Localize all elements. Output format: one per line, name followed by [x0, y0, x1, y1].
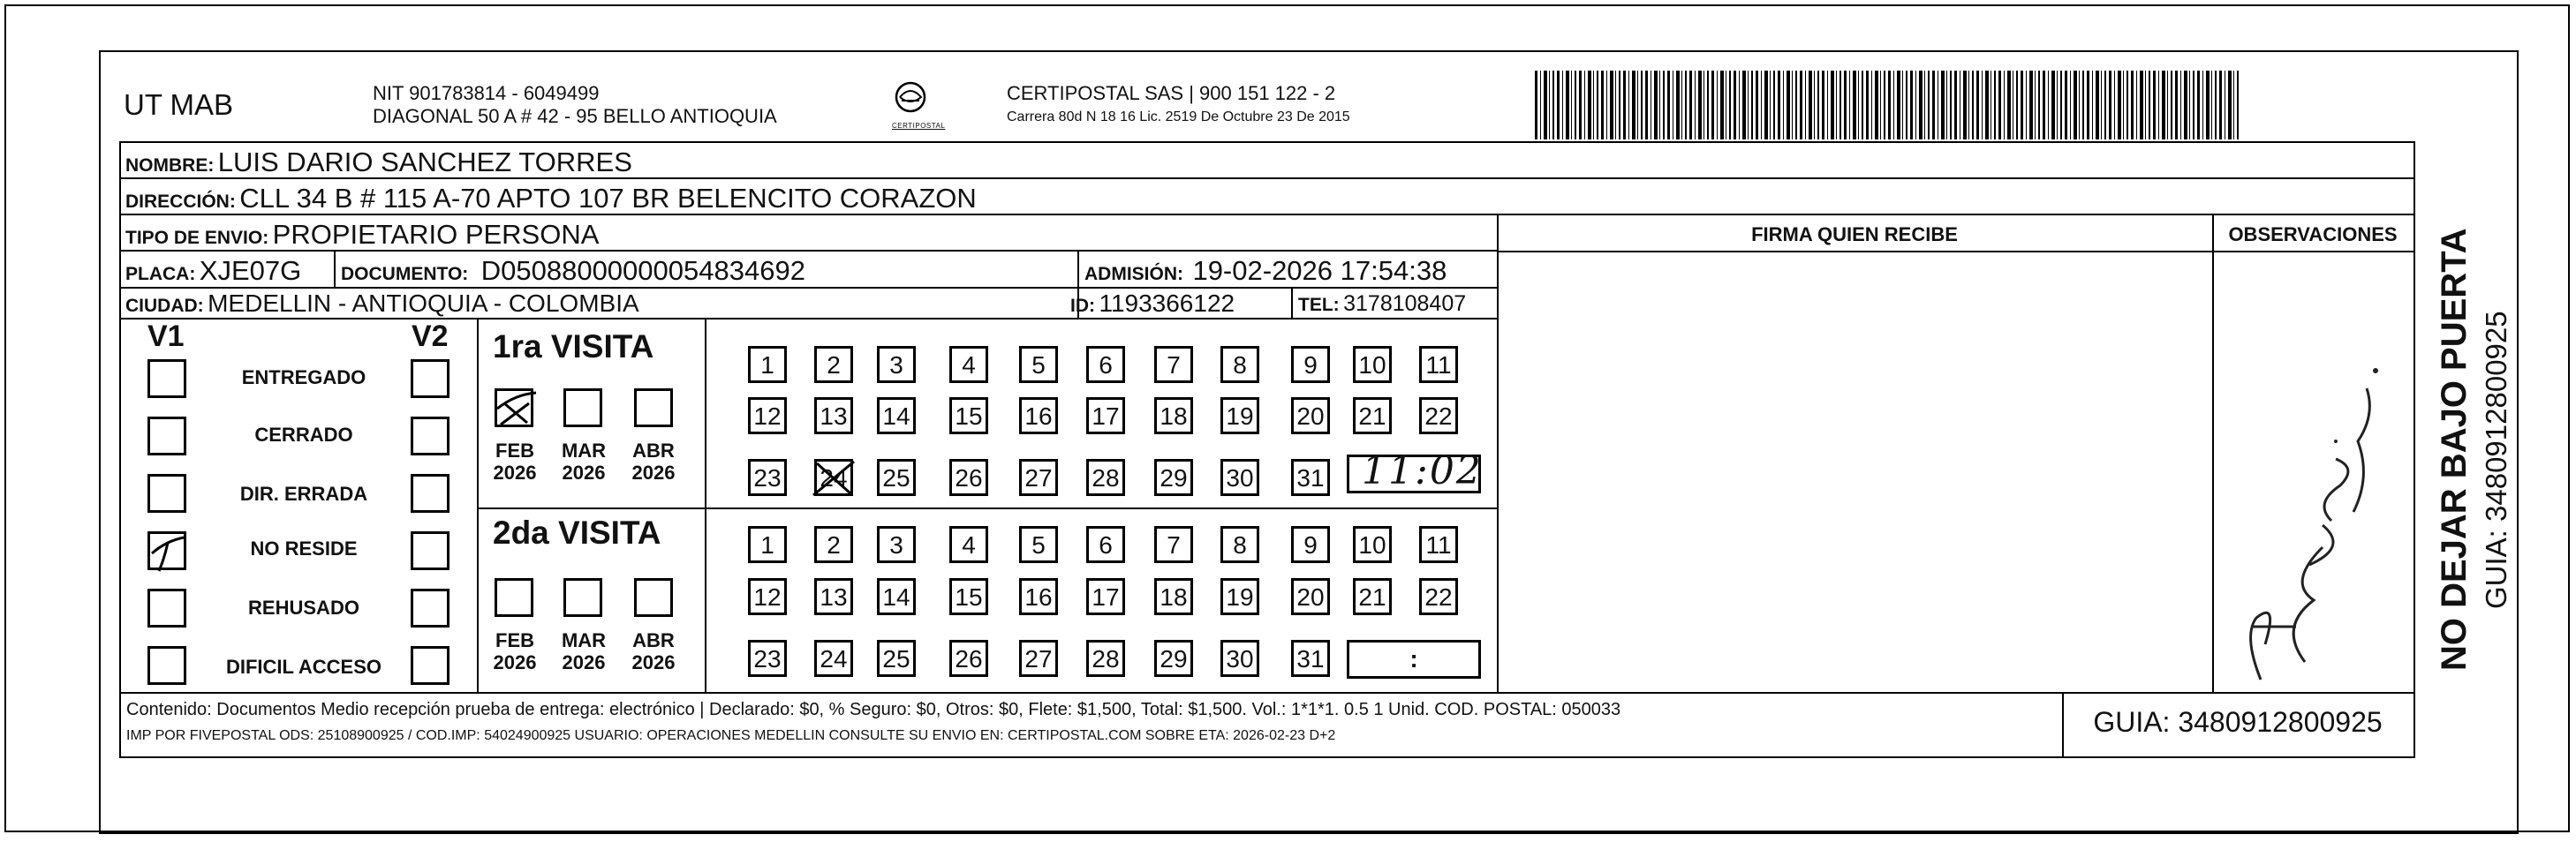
- v1-label: V1: [147, 320, 185, 353]
- first-visit-day-29[interactable]: [1154, 459, 1193, 496]
- first-visit-day-19[interactable]: [1220, 397, 1259, 434]
- logo-text: CERTIPOSTAL: [892, 122, 946, 130]
- first-visit-day-22[interactable]: [1419, 397, 1458, 434]
- first-visit-month-abr-checkbox[interactable]: [634, 388, 673, 427]
- day-number: 22: [1424, 583, 1453, 611]
- second-visit-day-4[interactable]: [949, 526, 988, 563]
- day-number: 17: [1092, 402, 1120, 430]
- first-visit-month-feb-checkbox[interactable]: [495, 388, 533, 427]
- day-number: 12: [753, 583, 782, 611]
- year-label: 2026: [562, 651, 606, 673]
- divider: [477, 507, 1497, 509]
- second-visit-day-27[interactable]: [1019, 640, 1058, 677]
- first-visit-day-18[interactable]: [1154, 397, 1193, 434]
- second-visit-day-9[interactable]: [1291, 526, 1330, 563]
- day-number: 15: [955, 583, 983, 611]
- direccion-label: DIRECCIÓN:: [125, 192, 236, 212]
- first-visit-day-28[interactable]: [1086, 459, 1125, 496]
- first-visit-day-13[interactable]: [814, 397, 853, 434]
- month-label: ABR: [632, 629, 675, 651]
- ciudad: MEDELLIN - ANTIOQUIA - COLOMBIA: [208, 289, 639, 317]
- first-visit-time-box[interactable]: [1347, 448, 1483, 493]
- second-visit-day-29[interactable]: [1154, 640, 1193, 677]
- day-number: 27: [1024, 645, 1053, 673]
- divider: [1497, 251, 2415, 252]
- second-visit-day-13[interactable]: [814, 578, 853, 615]
- day-number: 22: [1424, 402, 1453, 430]
- divider: [1291, 287, 1293, 318]
- check-mark-icon: [147, 529, 193, 575]
- side-guia: GUIA: 3480912800925: [2480, 311, 2512, 609]
- v1-no-reside-checkbox[interactable]: [147, 531, 186, 570]
- month-label: FEB: [495, 629, 534, 651]
- first-visit-day-25[interactable]: [877, 459, 916, 496]
- day-number: 19: [1226, 402, 1254, 430]
- month-label: MAR: [561, 629, 607, 651]
- company-name: UT MAB: [124, 88, 234, 121]
- footer-content: Contenido: Documentos Medio recepción prueba de entrega: electrónico | Declarado: $0, % Seguro: $0, Otros: $0, Flete: $1,500, Total: $1,500. Vol.: 1*1*1. 0.5 1 Unid. COD. POSTAL: 050033: [126, 700, 1621, 719]
- first-visit-day-17[interactable]: [1086, 397, 1125, 434]
- sender-address: DIAGONAL 50 A # 42 - 95 BELLO ANTIOQUIA: [373, 105, 777, 127]
- first-visit-day-12[interactable]: [748, 397, 787, 434]
- day-number: 30: [1226, 464, 1254, 492]
- day-number: 12: [753, 402, 782, 430]
- day-number: 10: [1358, 531, 1386, 559]
- day-number: 30: [1226, 645, 1254, 673]
- ciudad-label: CIUDAD:: [125, 296, 204, 316]
- documento-label: DOCUMENTO:: [341, 264, 469, 284]
- day-number: 29: [1160, 645, 1188, 673]
- day-number: 16: [1024, 402, 1053, 430]
- year-label: 2026: [562, 462, 606, 484]
- divider: [119, 756, 2415, 758]
- day-number: 7: [1167, 351, 1181, 379]
- divider: [119, 141, 121, 756]
- day-number: 18: [1160, 583, 1188, 611]
- day-number: 20: [1296, 402, 1325, 430]
- day-number: 6: [1099, 531, 1113, 559]
- documento: D05088000000054834692: [480, 255, 805, 286]
- day-number: 2: [827, 351, 841, 379]
- status-dificil-acceso: DIFICIL ACCESO: [225, 656, 381, 678]
- first-visit-day-1[interactable]: [748, 346, 787, 383]
- divider: [119, 692, 2415, 694]
- divider: [477, 318, 479, 692]
- first-visit-day-26[interactable]: [949, 459, 988, 496]
- second-visit-day-11[interactable]: [1419, 526, 1458, 563]
- divider: [334, 250, 336, 287]
- day-number: 7: [1167, 531, 1181, 559]
- status-dir-errada: DIR. ERRADA: [239, 483, 368, 505]
- second-visit-day-22[interactable]: [1419, 578, 1458, 615]
- v1-dificil-acceso-checkbox[interactable]: [147, 646, 186, 685]
- v1-entregado-checkbox[interactable]: [147, 359, 186, 398]
- day-number: 23: [753, 645, 782, 673]
- first-visit-day-8[interactable]: [1220, 346, 1259, 383]
- v2-no-reside-checkbox[interactable]: [411, 531, 449, 570]
- first-visit-day-30[interactable]: [1220, 459, 1259, 496]
- day-number: 5: [1031, 531, 1046, 559]
- v2-entregado-checkbox[interactable]: [411, 359, 449, 398]
- first-visit-day-14[interactable]: [877, 397, 916, 434]
- first-visit-day-21[interactable]: [1353, 397, 1392, 434]
- certipostal-logo: [886, 81, 935, 140]
- second-visit-day-6[interactable]: [1086, 526, 1125, 563]
- day-number: 6: [1099, 351, 1113, 379]
- day-number: 21: [1358, 402, 1386, 430]
- first-visit-time: 11:02: [1362, 448, 1483, 493]
- first-visit-day-4[interactable]: [949, 346, 988, 383]
- day-number: 31: [1296, 645, 1325, 673]
- v2-rehusado-checkbox[interactable]: [411, 589, 449, 628]
- carrier: CERTIPOSTAL SAS | 900 151 122 - 2: [1007, 82, 1336, 104]
- day-number: 4: [962, 351, 976, 379]
- first-visit-day-20[interactable]: [1291, 397, 1330, 434]
- placa-cell: [125, 255, 301, 287]
- second-visit-day-16[interactable]: [1019, 578, 1058, 615]
- second-visit-day-12[interactable]: [748, 578, 787, 615]
- first-visit-day-15[interactable]: [949, 397, 988, 434]
- second-visit-day-26[interactable]: [949, 640, 988, 677]
- year-label: 2026: [631, 462, 676, 484]
- month-mar: [557, 440, 610, 484]
- handwritten-signature: [2225, 335, 2402, 688]
- status-entregado: ENTREGADO: [241, 366, 366, 388]
- second-visit-month-feb-checkbox[interactable]: [495, 578, 533, 617]
- ciudad-row: [125, 289, 639, 318]
- day-number: 21: [1358, 583, 1386, 611]
- second-visit-month-abr-checkbox[interactable]: [634, 578, 673, 617]
- tel-label: TEL:: [1298, 295, 1340, 315]
- v1-rehusado-checkbox[interactable]: [147, 589, 186, 628]
- firma-header: FIRMA QUIEN RECIBE: [1751, 223, 1958, 245]
- day-number: 20: [1296, 583, 1325, 611]
- second-visit-day-28[interactable]: [1086, 640, 1125, 677]
- day-number: 10: [1358, 351, 1386, 379]
- month-feb: [488, 629, 541, 673]
- day-number: 28: [1092, 645, 1120, 673]
- side-warning: NO DEJAR BAJO PUERTA: [2435, 228, 2474, 671]
- admision-cell: [1084, 255, 1447, 287]
- tipo-envio: PROPIETARIO PERSONA: [272, 219, 600, 250]
- recipient-address: CLL 34 B # 115 A-70 APTO 107 BR BELENCITO CORAZON: [239, 183, 977, 214]
- v2-dir-errada-checkbox[interactable]: [411, 474, 449, 513]
- second-visit-time-box[interactable]: :: [1347, 640, 1481, 679]
- status-rehusado: REHUSADO: [248, 597, 359, 619]
- first-visit-title: 1ra VISITA: [493, 328, 654, 365]
- first-visit-day-5[interactable]: [1019, 346, 1058, 383]
- id-label: ID:: [1070, 296, 1095, 316]
- nit: NIT 901783814 - 6049499: [373, 82, 600, 104]
- second-visit-day-19[interactable]: [1220, 578, 1259, 615]
- placa: XJE07G: [199, 255, 302, 286]
- month-mar: [557, 629, 610, 673]
- divider: [119, 287, 1497, 289]
- first-visit-month-mar-checkbox[interactable]: [563, 388, 602, 427]
- month-label: ABR: [632, 440, 675, 462]
- second-visit-day-8[interactable]: [1220, 526, 1259, 563]
- divider: [2212, 214, 2214, 692]
- day-number: 25: [882, 645, 910, 673]
- divider: [119, 318, 1497, 320]
- day-number: 18: [1160, 402, 1188, 430]
- day-number: 11: [1425, 351, 1452, 379]
- day-number: 16: [1024, 583, 1053, 611]
- second-visit-day-31[interactable]: [1291, 640, 1330, 677]
- second-visit-day-17[interactable]: [1086, 578, 1125, 615]
- day-number: 17: [1092, 583, 1120, 611]
- second-visit-day-7[interactable]: [1154, 526, 1193, 563]
- v1-dir-errada-checkbox[interactable]: [147, 474, 186, 513]
- tipo-row: [125, 219, 599, 251]
- divider: [705, 318, 706, 692]
- month-label: FEB: [495, 440, 534, 462]
- second-visit-day-10[interactable]: [1353, 526, 1392, 563]
- divider: [1497, 214, 1499, 692]
- tel: 3178108407: [1343, 291, 1467, 316]
- id-value: 1193366122: [1099, 289, 1235, 317]
- day-number: 14: [882, 583, 910, 611]
- first-visit-day-2[interactable]: [814, 346, 853, 383]
- day-number: 26: [955, 645, 983, 673]
- check-mark-icon: [492, 386, 541, 432]
- divider: [2414, 141, 2415, 756]
- license: Carrera 80d N 18 16 Lic. 2519 De Octubre 23 De 2015: [1007, 109, 1350, 124]
- second-visit-day-30[interactable]: [1220, 640, 1259, 677]
- v2-cerrado-checkbox[interactable]: [411, 417, 449, 455]
- recipient-name-row: [125, 147, 632, 178]
- second-visit-day-21[interactable]: [1353, 578, 1392, 615]
- barcode: [1535, 71, 2240, 139]
- year-label: 2026: [631, 651, 676, 673]
- v2-label: V2: [412, 320, 449, 353]
- day-number: 24: [820, 645, 848, 673]
- first-visit-day-7[interactable]: [1154, 346, 1193, 383]
- day-number: 27: [1024, 464, 1053, 492]
- cross-mark-icon: [810, 456, 859, 500]
- footer-print-info: IMP POR FIVEPOSTAL ODS: 25108900925 / COD.IMP: 54024900925 USUARIO: OPERACIONES MEDELLIN CONSULTE SU ENVIO EN: CERTIPOSTAL.COM SOBRE ETA: 2026-02-23 D+2: [126, 728, 1336, 743]
- second-visit-day-20[interactable]: [1291, 578, 1330, 615]
- tel-cell: [1298, 291, 1466, 317]
- month-abr: [627, 629, 680, 673]
- first-visit-day-23[interactable]: [748, 459, 787, 496]
- day-number: 15: [955, 402, 983, 430]
- day-number: 13: [820, 583, 848, 611]
- day-number: 24: [820, 464, 848, 492]
- second-visit-day-25[interactable]: [877, 640, 916, 677]
- day-number: 14: [882, 402, 910, 430]
- v1-cerrado-checkbox[interactable]: [147, 417, 186, 455]
- footer-guia: GUIA: 3480912800925: [2093, 706, 2383, 738]
- placa-label: PLACA:: [125, 264, 196, 284]
- day-number: 25: [882, 464, 910, 492]
- day-number: 28: [1092, 464, 1120, 492]
- year-label: 2026: [493, 462, 537, 484]
- day-number: 2: [827, 531, 841, 559]
- observaciones-header: OBSERVACIONES: [2228, 223, 2398, 245]
- second-visit-day-23[interactable]: [748, 640, 787, 677]
- second-visit-day-3[interactable]: [877, 526, 916, 563]
- address-row: [125, 183, 977, 214]
- day-number: 3: [889, 351, 903, 379]
- day-number: 9: [1303, 531, 1318, 559]
- day-number: 19: [1226, 583, 1254, 611]
- day-number: 13: [820, 402, 848, 430]
- second-visit-day-5[interactable]: [1019, 526, 1058, 563]
- status-no-reside: NO RESIDE: [250, 538, 358, 560]
- second-visit-day-15[interactable]: [949, 578, 988, 615]
- year-label: 2026: [493, 651, 537, 673]
- first-visit-day-16[interactable]: [1019, 397, 1058, 434]
- status-cerrado: CERRADO: [254, 424, 353, 446]
- admision-label: ADMISIÓN:: [1084, 264, 1183, 284]
- month-feb: [488, 440, 541, 484]
- second-visit-day-2[interactable]: [814, 526, 853, 563]
- day-number: 8: [1233, 351, 1247, 379]
- day-number: 11: [1425, 531, 1452, 559]
- second-visit-day-18[interactable]: [1154, 578, 1193, 615]
- first-visit-day-27[interactable]: [1019, 459, 1058, 496]
- day-number: 23: [753, 464, 782, 492]
- day-number: 9: [1303, 351, 1318, 379]
- first-visit-day-3[interactable]: [877, 346, 916, 383]
- month-label: MAR: [561, 440, 607, 462]
- day-number: 4: [962, 531, 976, 559]
- admision: 19-02-2026 17:54:38: [1192, 255, 1447, 286]
- tipo-label: TIPO DE ENVIO:: [125, 228, 269, 248]
- second-visit-day-1[interactable]: [748, 526, 787, 563]
- first-visit-day-24[interactable]: [814, 459, 853, 496]
- second-visit-title: 2da VISITA: [493, 515, 661, 551]
- second-visit-month-mar-checkbox[interactable]: [563, 578, 602, 617]
- first-visit-day-6[interactable]: [1086, 346, 1125, 383]
- nombre-label: NOMBRE:: [125, 155, 215, 176]
- first-visit-day-31[interactable]: [1291, 459, 1330, 496]
- day-number: 1: [760, 531, 774, 559]
- id-cell: [1070, 289, 1235, 318]
- day-number: 26: [955, 464, 983, 492]
- first-visit-day-9[interactable]: [1291, 346, 1330, 383]
- first-visit-day-10[interactable]: [1353, 346, 1392, 383]
- second-visit-day-24[interactable]: [814, 640, 853, 677]
- day-number: 29: [1160, 464, 1188, 492]
- documento-cell: [341, 255, 805, 287]
- month-abr: [627, 440, 680, 484]
- day-number: 31: [1296, 464, 1325, 492]
- v2-dificil-acceso-checkbox[interactable]: [411, 646, 449, 685]
- first-visit-day-11[interactable]: [1419, 346, 1458, 383]
- recipient-name: LUIS DARIO SANCHEZ TORRES: [217, 147, 632, 177]
- day-number: 5: [1031, 351, 1046, 379]
- day-number: 8: [1233, 531, 1247, 559]
- day-number: 1: [760, 351, 774, 379]
- day-number: 3: [889, 531, 903, 559]
- second-visit-day-14[interactable]: [877, 578, 916, 615]
- divider: [119, 141, 2415, 143]
